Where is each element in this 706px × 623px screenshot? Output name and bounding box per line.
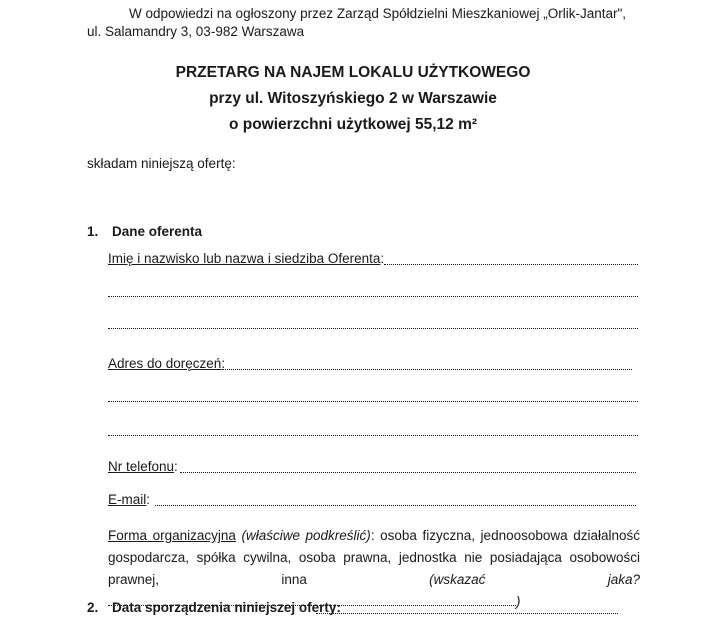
phone-field-line[interactable] [180,472,636,473]
intro-line-2: ul. Salamandry 3, 03-982 Warszawa [87,24,305,39]
section-1-number: 1. [87,224,99,239]
email-field-line[interactable] [155,505,636,506]
title-line-2: przy ul. Witoszyńskiego 2 w Warszawie [209,90,497,107]
title-line-1: PRZETARG NA NAJEM LOKALU UŻYTKOWEGO [175,64,531,81]
address-field-row: Adres do doręczeń: [108,356,226,371]
org-close: ) [516,594,521,609]
name-label: Imię i nazwisko lub nazwa i siedziba Oferenta [108,251,381,266]
date-field-line[interactable] [316,613,618,614]
title-line-3: o powierzchni użytkowej 55,12 m² [228,116,478,133]
org-hint: (właściwe podkreślić) [241,528,371,543]
name-field-row: Imię i nazwisko lub nazwa i siedziba Oferenta: [108,251,385,266]
address-field-line-3[interactable] [108,435,638,436]
section-2-heading [87,600,341,615]
name-field-line-1[interactable] [384,264,638,265]
email-field-row: E-mail: [108,492,151,507]
offer-statement: składam niniejszą ofertę: [87,156,236,171]
section-2-title: Data sporządzenia niniejszej oferty: [112,600,341,615]
intro-line-1: W odpowiedzi na ogłoszony przez Zarząd Spółdzielni Mieszkaniowej „Orlik-Jantar", [129,6,627,21]
section-1-title: Dane oferenta [112,224,203,239]
email-label: E-mail [108,492,147,507]
section-2-number: 2. [87,600,99,615]
org-other-hint: (wskazać jaka? [429,572,640,587]
address-field-line-1[interactable] [222,369,632,370]
phone-field-row: Nr telefonu: [108,459,178,474]
org-options[interactable]: : osoba fizyczna, jednoosobowa działalność gospodarcza, spółka cywilna, osoba prawna, jednostka nie posiadająca osobowości prawnej, inna [108,528,640,587]
phone-label: Nr telefonu [108,459,175,474]
address-label: Adres do doręczeń [108,356,222,371]
name-field-line-2[interactable] [108,296,638,297]
section-1-heading [87,224,202,239]
name-field-line-3[interactable] [108,328,638,329]
address-field-line-2[interactable] [108,401,638,402]
org-label: Forma organizacyjna [108,528,236,543]
